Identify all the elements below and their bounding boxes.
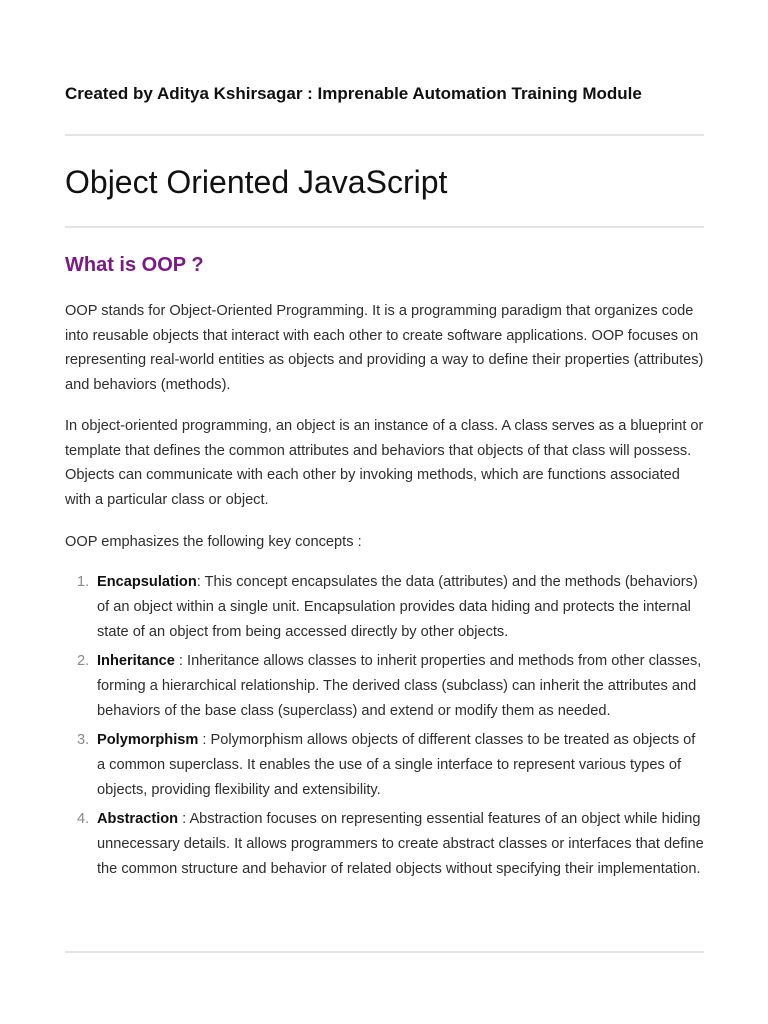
list-item-inheritance xyxy=(65,649,705,724)
concept-description: : This concept encapsulates the data (attributes) and the methods (behaviors) of an object within a single unit. Encapsulation provides data hiding and protects the internal state of an object from being accessed directly by other objects. xyxy=(97,574,698,640)
list-number: 2. xyxy=(77,653,90,669)
page-title: Object Oriented JavaScript xyxy=(65,164,448,200)
divider-under-title xyxy=(65,226,704,228)
paragraph-key-concepts-intro: OOP emphasizes the following key concepts : xyxy=(65,534,362,550)
divider-bottom xyxy=(65,951,704,953)
list-item-encapsulation xyxy=(65,570,705,645)
paragraph-oop-definition: OOP stands for Object-Oriented Programming. It is a programming paradigm that organizes code into reusable objects that interact with each other to create software applications. OOP focuses on representing real-world entities as objects and providing a way to define their properties (attributes) and behaviors (methods). xyxy=(65,303,704,393)
list-number: 4. xyxy=(77,811,90,827)
section-heading: What is OOP ? xyxy=(65,254,204,276)
key-concepts-list xyxy=(65,570,705,886)
list-number: 1. xyxy=(77,574,90,590)
list-item-abstraction xyxy=(65,807,705,882)
divider-top xyxy=(65,134,704,136)
concept-term: Encapsulation xyxy=(97,574,197,590)
concept-term: Inheritance xyxy=(97,653,175,669)
concept-description: : Inheritance allows classes to inherit properties and methods from other classes, forming a hierarchical relationship. The derived class (subclass) can inherit the attributes and behaviors of the base class (superclass) and extend or modify them as needed. xyxy=(97,653,702,719)
concept-term: Polymorphism xyxy=(97,732,199,748)
paragraph-objects-classes: In object-oriented programming, an object is an instance of a class. A class serves as a blueprint or template that defines the common attributes and behaviors that objects of that class will possess. Objects can communicate with each other by invoking methods, which are functions associated with a particular class or object. xyxy=(65,418,704,508)
list-number: 3. xyxy=(77,732,90,748)
concept-description: : Abstraction focuses on representing essential features of an object while hiding unnecessary details. It allows programmers to create abstract classes or interfaces that define the common structure and behavior of related objects without specifying their implementation. xyxy=(97,811,704,877)
list-item-polymorphism xyxy=(65,728,705,803)
concept-description: : Polymorphism allows objects of different classes to be treated as objects of a common superclass. It enables the use of a single interface to represent various types of objects, providing flexibility and extensibility. xyxy=(97,732,696,798)
author-credit: Created by Aditya Kshirsagar : Imprenable Automation Training Module xyxy=(65,84,642,103)
concept-term: Abstraction xyxy=(97,811,179,827)
